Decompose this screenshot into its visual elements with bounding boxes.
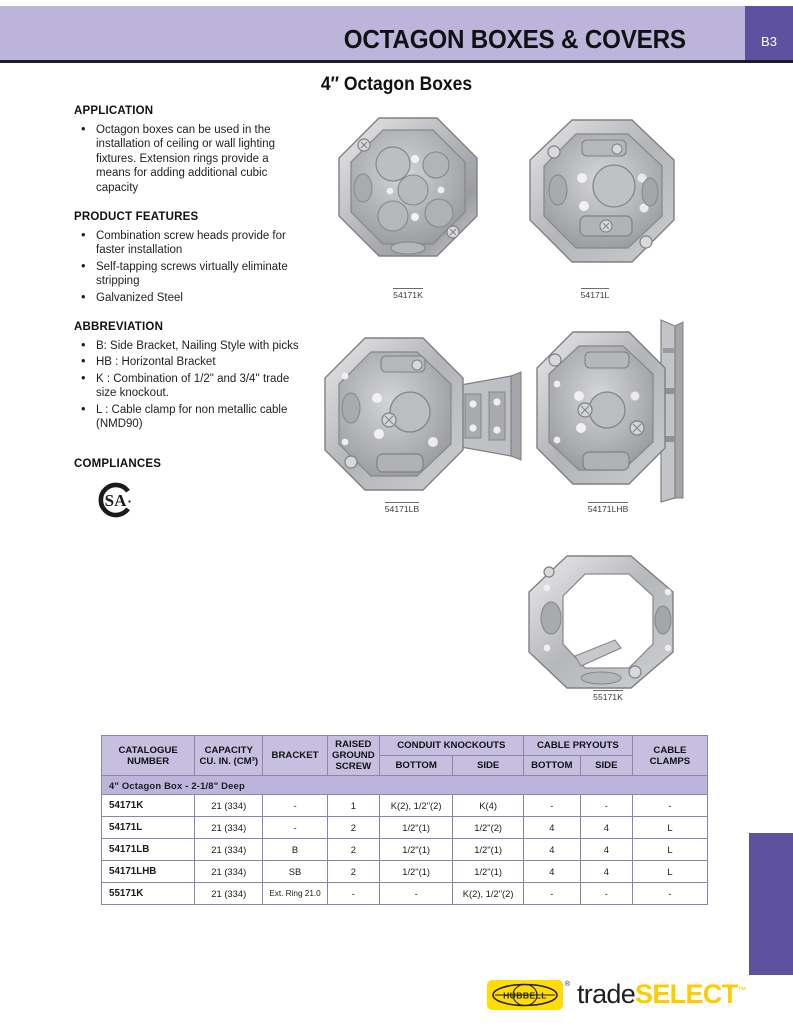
- list-item: • B: Side Bracket, Nailing Style with picks: [74, 339, 306, 353]
- table-subsection-label: 4" Octagon Box - 2-1/8" Deep: [102, 776, 708, 795]
- cell-knockout-side: 1/2"(1): [453, 839, 523, 861]
- cell-cable-clamps: -: [632, 795, 707, 817]
- hubbell-globe-icon: [491, 983, 559, 1007]
- col-catalogue-number: CATALOGUE NUMBER: [102, 736, 195, 776]
- table-row: [102, 817, 708, 839]
- cell-capacity: 21 (334): [195, 795, 263, 817]
- col-bracket: BRACKET: [263, 736, 327, 776]
- cell-pryout-side: 4: [580, 861, 632, 883]
- trademark-mark: ™: [737, 985, 746, 995]
- cell-knockout-bottom: -: [379, 883, 453, 905]
- cell-cable-clamps: L: [632, 817, 707, 839]
- cell-knockout-bottom: 1/2"(1): [379, 817, 453, 839]
- col-pryout-bottom: BOTTOM: [523, 756, 580, 776]
- cell-knockout-bottom: 1/2"(1): [379, 861, 453, 883]
- application-list: [74, 123, 306, 195]
- page-title: 4″ Octagon Boxes: [320, 74, 473, 95]
- cell-pryout-side: -: [580, 795, 632, 817]
- table-head: [102, 736, 708, 776]
- cell-raised-ground-screw: 2: [327, 839, 379, 861]
- list-item: • Self-tapping screws virtually eliminate stripping: [74, 260, 306, 289]
- cell-knockout-side: K(4): [453, 795, 523, 817]
- csa-certification-icon: [98, 482, 134, 518]
- cell-pryout-side: 4: [580, 817, 632, 839]
- list-item: • K : Combination of 1/2" and 3/4'' trade size knockout.: [74, 372, 306, 401]
- cell-knockout-bottom: K(2), 1/2"(2): [379, 795, 453, 817]
- cell-knockout-side: 1/2"(1): [453, 861, 523, 883]
- product-image-54171LB: [315, 332, 530, 505]
- cell-catalogue-number: 55171K: [102, 883, 195, 905]
- compliances-heading: COMPLIANCES: [74, 457, 162, 470]
- cell-capacity: 21 (334): [195, 883, 263, 905]
- cell-pryout-bottom: 4: [523, 861, 580, 883]
- brand-word-trade: trade: [577, 979, 636, 1009]
- cell-pryout-bottom: -: [523, 883, 580, 905]
- cell-cable-clamps: -: [632, 883, 707, 905]
- product-image-54171L: [522, 116, 682, 286]
- product-image-54171LHB: [533, 318, 693, 509]
- bottom-side-tab: [749, 833, 793, 975]
- cell-knockout-side: 1/2"(2): [453, 817, 523, 839]
- svg-text:HUBBELL: HUBBELL: [503, 990, 547, 1001]
- cell-catalogue-number: 54171K: [102, 795, 195, 817]
- product-image-54171K: [333, 112, 483, 285]
- cell-knockout-bottom: 1/2"(1): [379, 839, 453, 861]
- cell-cable-clamps: L: [632, 839, 707, 861]
- cell-capacity: 21 (334): [195, 839, 263, 861]
- product-caption: 55171K: [593, 692, 623, 702]
- table-row: [102, 839, 708, 861]
- product-caption: 54171LHB: [587, 504, 629, 514]
- col-raised-ground-screw: RAISED GROUND SCREW: [327, 736, 379, 776]
- cell-capacity: 21 (334): [195, 861, 263, 883]
- list-item: • Combination screw heads provide for faster installation: [74, 229, 306, 258]
- product-features-list: [74, 229, 306, 305]
- cell-bracket: Ext. Ring 21.0: [263, 883, 327, 905]
- product-image-55171K: [523, 548, 693, 701]
- cell-pryout-bottom: 4: [523, 817, 580, 839]
- page-tab-label: B3: [761, 34, 777, 49]
- header-divider-rule: [0, 60, 793, 63]
- table-subsection-row: [102, 776, 708, 795]
- table-row: [102, 861, 708, 883]
- table-row: [102, 883, 708, 905]
- cell-raised-ground-screw: 2: [327, 817, 379, 839]
- cell-pryout-bottom: 4: [523, 839, 580, 861]
- cell-raised-ground-screw: 1: [327, 795, 379, 817]
- col-cable-clamps: CABLE CLAMPS: [632, 736, 707, 776]
- specifications-table: [101, 735, 708, 905]
- col-pryout-side: SIDE: [580, 756, 632, 776]
- cell-raised-ground-screw: 2: [327, 861, 379, 883]
- col-capacity: CAPACITY CU. IN. (CM³): [195, 736, 263, 776]
- octagon-extension-ring-illustration: [523, 548, 693, 696]
- cell-catalogue-number: 54171LHB: [102, 861, 195, 883]
- octagon-box-with-horizontal-bracket-illustration: [533, 318, 693, 504]
- product-caption: 54171LB: [384, 504, 420, 514]
- cell-knockout-side: K(2), 1/2"(2): [453, 883, 523, 905]
- list-item: • Galvanized Steel: [74, 291, 306, 305]
- application-heading: APPLICATION: [74, 105, 154, 117]
- registered-mark: ®: [564, 980, 570, 988]
- page-tab-marker: [745, 6, 793, 60]
- table-header-row-1: [102, 736, 708, 756]
- cell-bracket: -: [263, 795, 327, 817]
- cell-bracket: B: [263, 839, 327, 861]
- brand-word-select: SELECT: [635, 979, 738, 1009]
- col-knockout-side: SIDE: [453, 756, 523, 776]
- col-conduit-knockouts: CONDUIT KNOCKOUTS: [379, 736, 523, 756]
- cell-pryout-side: -: [580, 883, 632, 905]
- table-row: [102, 795, 708, 817]
- product-features-heading: PRODUCT FEATURES: [74, 211, 199, 224]
- cell-catalogue-number: 54171LB: [102, 839, 195, 861]
- cell-bracket: SB: [263, 861, 327, 883]
- table-body: [102, 776, 708, 905]
- cell-capacity: 21 (334): [195, 817, 263, 839]
- abbreviation-list: [74, 339, 306, 431]
- product-caption: 54171K: [393, 290, 423, 300]
- cell-cable-clamps: L: [632, 861, 707, 883]
- octagon-box-illustration: [333, 112, 483, 280]
- list-item: • L : Cable clamp for non metallic cable (NMD90): [74, 403, 306, 432]
- csa-logo: [98, 482, 306, 518]
- cell-raised-ground-screw: -: [327, 883, 379, 905]
- page-header-title: OCTAGON BOXES & COVERS: [343, 24, 686, 54]
- cell-bracket: -: [263, 817, 327, 839]
- tradeselect-wordmark: [577, 979, 746, 1010]
- col-knockout-bottom: BOTTOM: [379, 756, 453, 776]
- cell-pryout-side: 4: [580, 839, 632, 861]
- svg-text:SA: SA: [104, 490, 127, 510]
- cell-pryout-bottom: -: [523, 795, 580, 817]
- cell-catalogue-number: 54171L: [102, 817, 195, 839]
- octagon-box-with-side-bracket-illustration: [315, 332, 530, 500]
- left-info-column: [74, 105, 306, 518]
- brand-logo: [487, 979, 746, 1010]
- hubbell-badge: [487, 980, 570, 1010]
- octagon-box-illustration: [522, 116, 682, 281]
- list-item: • Octagon boxes can be used in the installation of ceiling or wall lighting fixtures. Extension rings provide a means for adding additional cubic capacity: [74, 123, 306, 195]
- list-item: • HB : Horizontal Bracket: [74, 355, 306, 369]
- abbreviation-heading: ABBREVIATION: [74, 321, 164, 334]
- col-cable-pryouts: CABLE PRYOUTS: [523, 736, 632, 756]
- product-caption: 54171L: [580, 290, 610, 300]
